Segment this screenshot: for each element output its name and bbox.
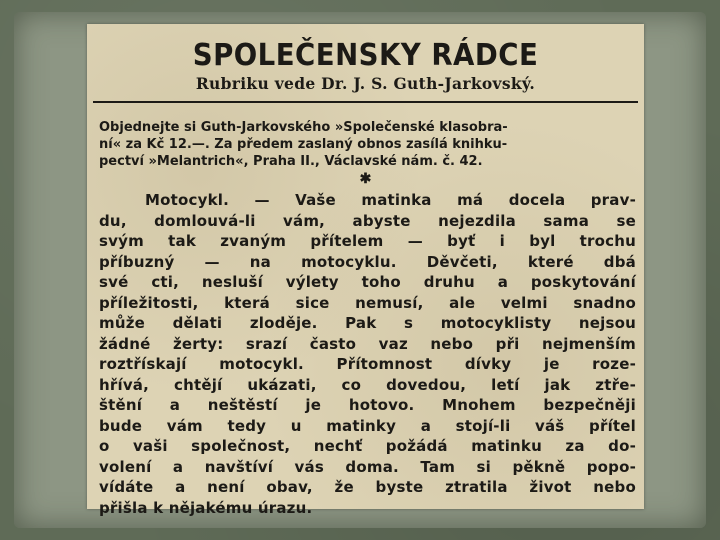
article-line: štění a neštěstí je hotovo. Mnohem bezpečněji (99, 396, 636, 414)
article-line: hřívá, chtějí ukázati, co dovedou, letí jak ztře- (99, 375, 636, 394)
column-byline: Rubriku vede Dr. J. S. Guth-Jarkovský. (195, 74, 536, 93)
notice-line: Objednejte si Guth-Jarkovského »Společenské klasobra- (99, 120, 508, 135)
article-line: žádné žerty: srazí často vaz nebo při nejmenším (99, 334, 636, 353)
article-line: roztřískají motocykl. Přítomnost dívky je roze- (99, 355, 636, 373)
notice-line: pectví »Melantrich«, Praha II., Václavské nám. č. 42. (99, 154, 483, 169)
article-text (99, 190, 636, 518)
column-title: SPOLEČENSKY RÁDCE (192, 38, 539, 73)
article-line: Motocykl. — Vaše matinka má docela prav- (145, 191, 636, 209)
article-line: příležitosti, která sice nemusí, ale velmi snadno (99, 293, 636, 312)
article-line: o vaši společnost, nechť požádá matinku za do- (99, 437, 636, 455)
book-notice (99, 119, 636, 170)
title-divider (93, 101, 638, 103)
notice-line: ní« za Kč 12.—. Za předem zaslaný obnos zasílá knihku- (99, 137, 508, 152)
article-line: své cti, nesluší výlety toho druhu a poskytování (99, 273, 636, 291)
article-line: příbuzný — na motocyklu. Děvčeti, které dbá (99, 252, 636, 271)
article-line: může dělati zloděje. Pak s motocyklisty nejsou (99, 314, 636, 332)
article-line: du, domlouvá-li vám, abyste nejezdila sama se (99, 211, 636, 230)
section-separator: ✱ (359, 171, 372, 187)
article-line: přišla k nějakému úrazu. (99, 498, 313, 517)
article-line: bude vám tedy u matinky a stojí-li váš přítel (99, 416, 636, 435)
newspaper-clipping (87, 24, 644, 517)
article-line: vídáte a není obav, že byste ztratila život nebo (99, 478, 636, 496)
article-line: volení a navštíví vás doma. Tam si pěkně popo- (99, 457, 636, 476)
article-line: svým tak zvaným přítelem — byť i byl trochu (99, 232, 636, 250)
